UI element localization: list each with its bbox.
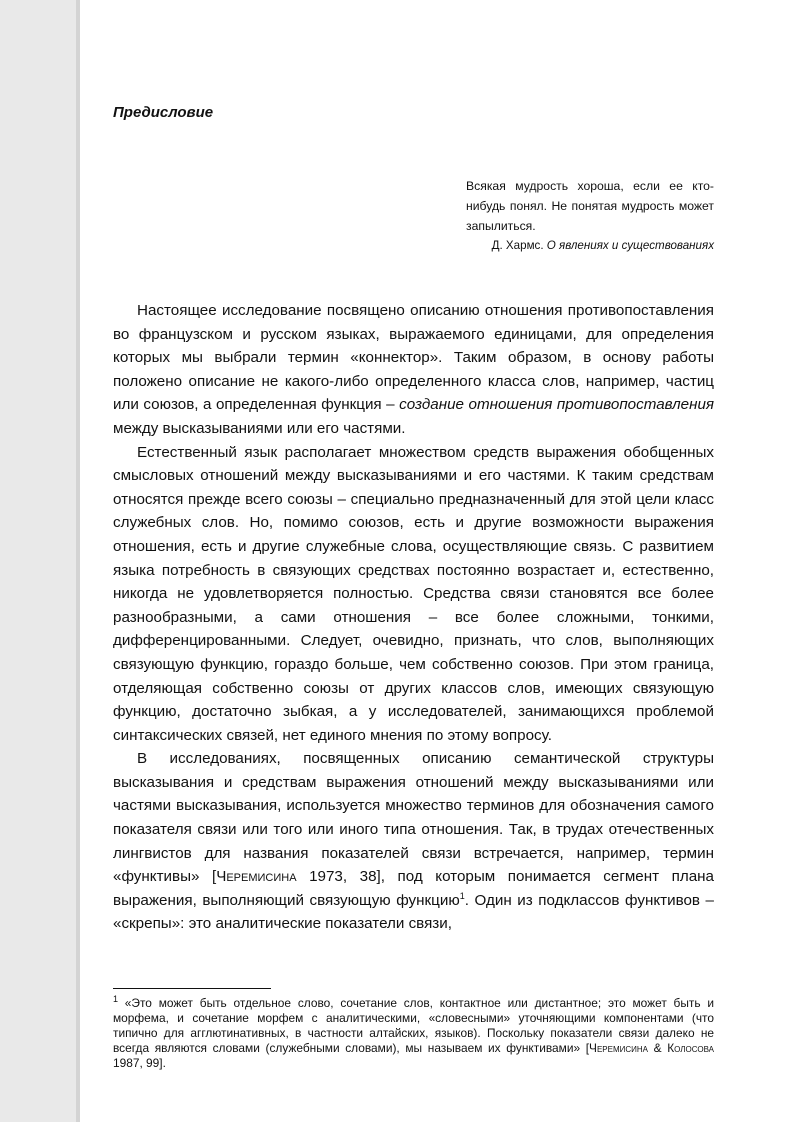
- body-text: [113, 299, 714, 936]
- paragraph-3-text: В исследованиях, посвященных описанию семантической структуры высказывания и средствам выражения отношений между высказываниями или частями высказывания, используется множество терминов для обозначения самого показателя связи или того или иного типа отношения. Так, в трудах отечественных лингвистов для названия показателей связи встречается, например, термин «функтивы» [: [113, 750, 714, 886]
- paragraph-3-text-end: . Один из подклассов функтивов – «скрепы»: это аналитические показатели связи,: [113, 891, 714, 933]
- footnote-text-end: ].: [159, 1056, 166, 1070]
- epigraph-work: О явлениях и существованиях: [546, 239, 714, 252]
- footnote-divider: [113, 988, 271, 989]
- page-title: Предисловие: [113, 104, 214, 121]
- citation: Черемисина 1973, 38: [216, 868, 377, 886]
- epigraph-attribution: [466, 236, 714, 256]
- footnote: [113, 996, 714, 1071]
- footnote-text: «Это может быть отдельное слово, сочетание слов, контактное или дистантное; это может быть и морфема, и сочетание морфем с аналитическими, «словесными» уточняющими компонентами (что типично для агглютинативных, в частности алтайских, языков). Поскольку показатели связи далеко не всегда являются словами (служебными словами), мы называем их функтивами» [: [113, 996, 714, 1055]
- paragraph-3-text-mid: ], под которым понимается сегмент плана выражения, выполняющий связующую функцию: [113, 868, 714, 909]
- footnote-number: 1: [113, 994, 119, 1005]
- epigraph-text: Всякая мудрость хороша, если ее кто-нибудь понял. Не понятая мудрость может запылиться.: [466, 179, 714, 233]
- paragraph-2: Естественный язык располагает множеством средств выражения обобщенных смысловых отношений между высказываниями и его частями. К таким средствам относятся прежде всего союзы – специально предназначенный для этой цели класс служебных слов. Но, помимо союзов, есть и другие возможности выражения отношения, есть и другие служебные слова, осуществляющие связь. С развитием языка потребность в связующих средствах постоянно возрастает и, естественно, никогда не удовлетворяется полностью. Средства связи становятся все более разнообразными, а сами отношения – все более сложными, тонкими, дифференцированными. Следует, очевидно, признать, что слов, выполняющих связующую функцию, гораздо больше, чем собственно союзов. При этом граница, отделяющая собственно союзы от других классов слов, имеющих связующую функцию, достаточно зыбкая, а у исследователей, занимающихся проблемой синтаксических связей, нет единого мнения по этому вопросу.: [113, 443, 714, 744]
- epigraph-author: Д. Хармс.: [491, 239, 544, 252]
- paragraph-1: [113, 299, 714, 441]
- paragraph-1-emphasis: создание отношения противопоставления: [399, 396, 714, 414]
- footnote-citation: Черемисина & Колосова 1987, 99: [113, 1041, 715, 1070]
- footnote-reference[interactable]: 1: [459, 890, 465, 901]
- epigraph: [466, 176, 714, 256]
- paragraph-1-text-end: между высказываниями или его частями.: [113, 419, 406, 437]
- paragraph-1-text: Настоящее исследование посвящено описанию отношения противопоставления во французском и русском языках, выражаемого единицами, для определения которых мы выбрали термин «коннектор». Таким образом, в основу работы положено описание не какого-либо определенного класса слов, например, частиц или союзов, а определенная функция –: [113, 302, 714, 414]
- paragraph-3: [113, 747, 714, 936]
